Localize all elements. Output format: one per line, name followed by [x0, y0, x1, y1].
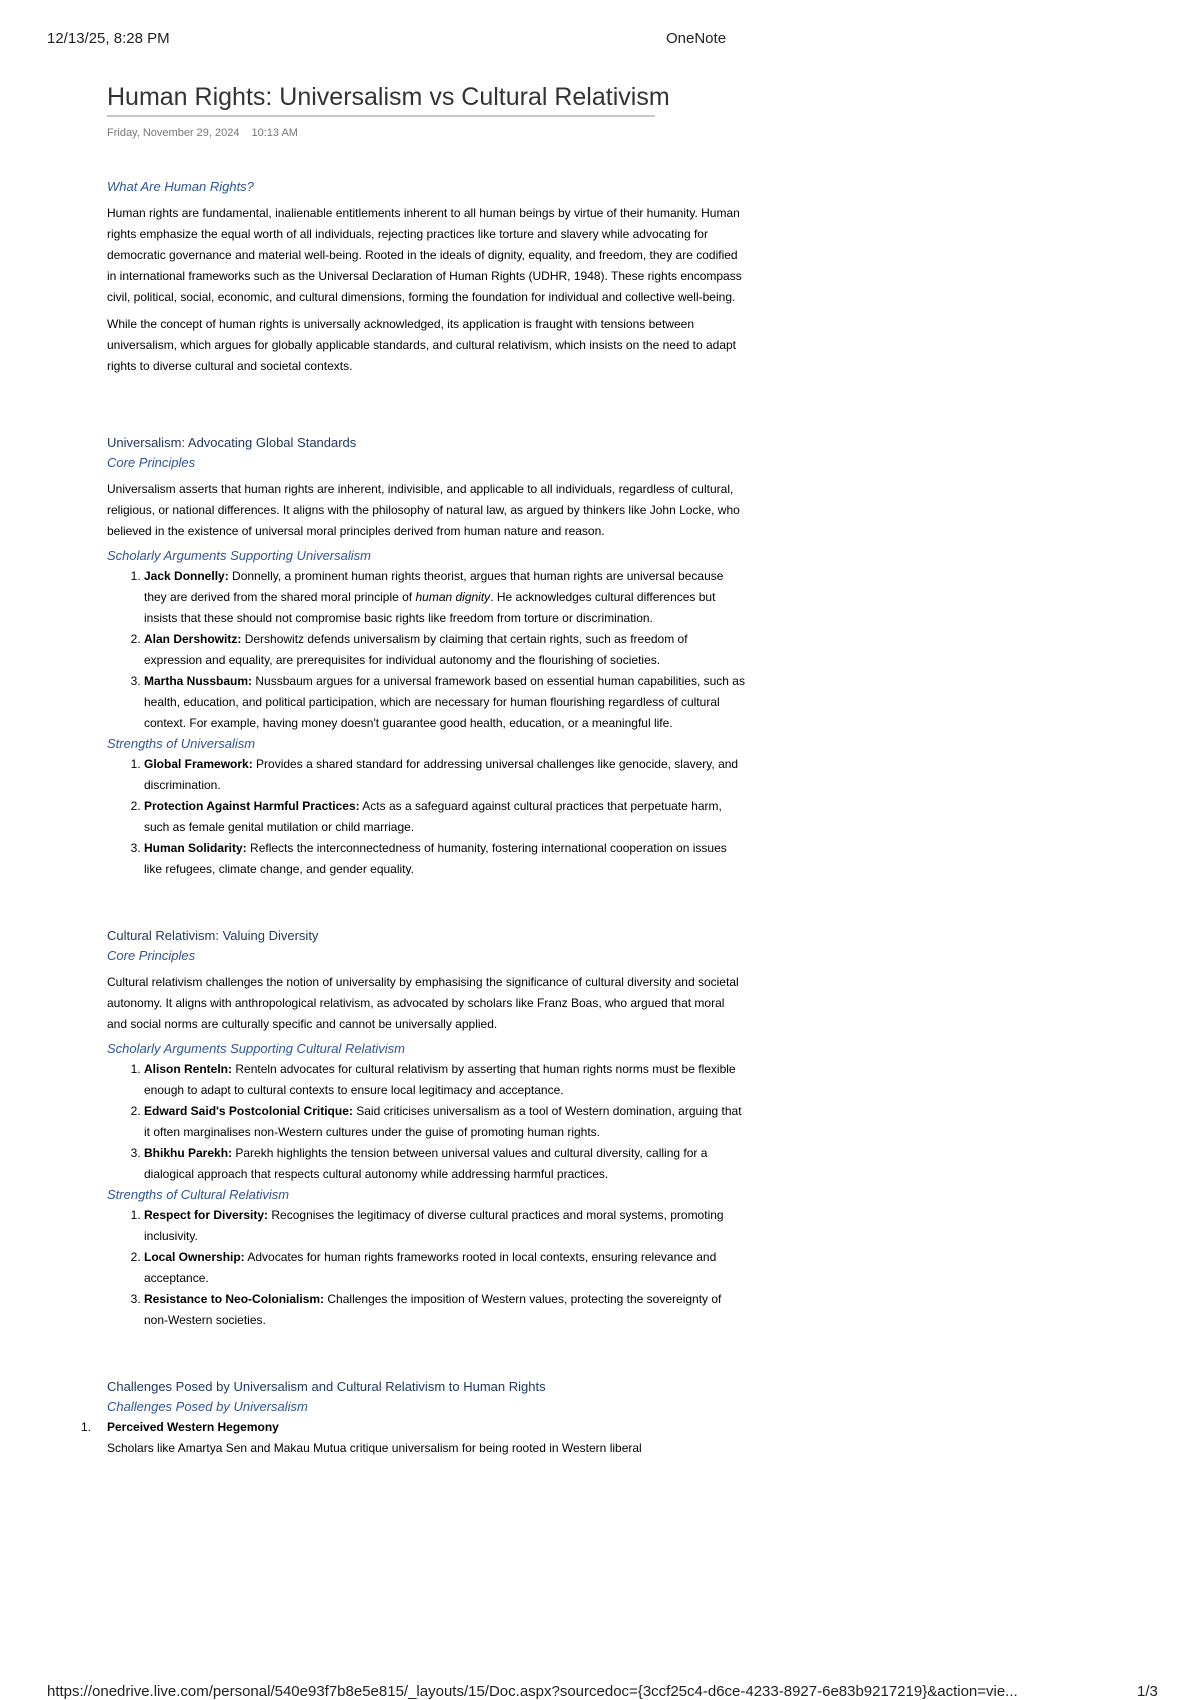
universalism-arguments-list — [107, 566, 747, 734]
item-text: Said criticises universalism as a tool of Western domination, arguing that it often marginalises non-Western cultures under the guise of promoting human rights. — [144, 1104, 742, 1139]
universalism-core-paragraph: Universalism asserts that human rights are inherent, indivisible, and applicable to all individuals, regardless of cultural, religious, or national differences. It aligns with the philosophy of natural law, as argued by thinkers like John Locke, who believed in the existence of universal moral principles derived from human nature and reason. — [107, 482, 740, 538]
subheading-relativism-strengths: Strengths of Cultural Relativism — [107, 1187, 290, 1202]
relativism-core-paragraph: Cultural relativism challenges the notion of universality by emphasising the significance of cultural diversity and societal autonomy. It aligns with anthropological relativism, as advocated by scholars like Franz Boas, who argued that moral and social norms are culturally specific and cannot be universally applied. — [107, 975, 739, 1031]
challenges-list — [81, 1417, 747, 1459]
subheading-universalism-strengths: Strengths of Universalism — [107, 736, 256, 751]
item-label: Martha Nussbaum: — [144, 674, 253, 688]
subheading-challenges-universalism: Challenges Posed by Universalism — [107, 1399, 308, 1414]
title-divider — [107, 115, 655, 117]
subheading-relativism-arguments: Scholarly Arguments Supporting Cultural Relativism — [107, 1041, 405, 1056]
item-label: Respect for Diversity: — [144, 1208, 269, 1222]
note-date: Friday, November 29, 2024 — [107, 127, 240, 139]
list-item — [144, 1101, 747, 1143]
print-app-name: OneNote — [666, 30, 727, 47]
item-label: Human Solidarity: — [144, 841, 247, 855]
list-item — [144, 1059, 747, 1101]
item-text: Recognises the legitimacy of diverse cultural practices and moral systems, promoting inclusivity. — [144, 1208, 724, 1243]
section-heading-universalism: Universalism: Advocating Global Standards — [107, 435, 357, 450]
note-timestamp — [107, 127, 747, 139]
item-label: Alan Dershowitz: — [144, 632, 242, 646]
item-text: Provides a shared standard for addressing universal challenges like genocide, slavery, and discrimination. — [144, 757, 739, 792]
subheading-core-principles-universalism: Core Principles — [107, 455, 196, 470]
item-label: Alison Renteln: — [144, 1062, 233, 1076]
list-item — [144, 838, 747, 880]
item-text: Reflects the interconnectedness of humanity, fostering international cooperation on issues like refugees, climate change, and gender equality. — [144, 841, 727, 876]
print-datetime: 12/13/25, 8:28 PM — [47, 30, 170, 47]
note-time: 10:13 AM — [251, 127, 298, 139]
item-text: Advocates for human rights frameworks rooted in local contexts, ensuring relevance and acceptance. — [144, 1250, 717, 1285]
item-text: Nussbaum argues for a universal framework based on essential human capabilities, such as health, education, and political participation, which are necessary for human flourishing regardless of cultural context. For example, having money doesn't guarantee good health, education, or a meaningful life. — [144, 674, 745, 730]
list-item — [144, 566, 747, 629]
subheading-universalism-arguments: Scholarly Arguments Supporting Universalism — [107, 548, 371, 563]
intro-paragraph-1: Human rights are fundamental, inalienable entitlements inherent to all human beings by virtue of their humanity. Human rights emphasize the equal worth of all individuals, rejecting practices like torture and slavery while advocating for democratic governance and material well-being. Rooted in the ideals of dignity, equality, and freedom, they are codified in international frameworks such as the Universal Declaration of Human Rights (UDHR, 1948). These rights encompass civil, political, social, economic, and cultural dimensions, forming the foundation for individual and collective well-being. — [107, 206, 742, 304]
item-label: Resistance to Neo-Colonialism: — [144, 1292, 325, 1306]
universalism-strengths-list — [107, 754, 747, 880]
item-label: Bhikhu Parekh: — [144, 1146, 233, 1160]
list-item — [144, 671, 747, 734]
list-item — [144, 1143, 747, 1185]
item-text: Donnelly, a prominent human rights theorist, argues that human rights are universal because they are derived from the shared moral principle of — [144, 569, 724, 604]
item-label: Perceived Western Hegemony — [107, 1420, 279, 1434]
list-item — [81, 1417, 747, 1438]
item-text: Scholars like Amartya Sen and Makau Mutua critique universalism for being rooted in Western liberal — [107, 1441, 642, 1455]
print-url: https://onedrive.live.com/personal/540e93f7b8e5e815/_layouts/15/Doc.aspx?sourcedoc={3ccf25c4-d6ce-4233-8927-6e83b9217219}&action=vie... — [47, 1683, 1018, 1700]
section-heading-cultural-relativism: Cultural Relativism: Valuing Diversity — [107, 928, 319, 943]
item-text: Challenges the imposition of Western values, protecting the sovereignty of non-Western societies. — [144, 1292, 722, 1327]
item-text: . He acknowledges cultural differences but insists that these should not compromise basic rights like freedom from torture or discrimination. — [144, 590, 716, 625]
subheading-core-principles-relativism: Core Principles — [107, 948, 196, 963]
section-heading-what-are-human-rights: What Are Human Rights? — [107, 179, 254, 194]
intro-paragraph-2: While the concept of human rights is universally acknowledged, its application is fraught with tensions between universalism, which argues for globally applicable standards, and cultural relativism, which insists on the need to adapt rights to diverse cultural and societal contexts. — [107, 317, 736, 373]
item-label: Edward Said's Postcolonial Critique: — [144, 1104, 353, 1118]
item-emphasis: human dignity — [415, 590, 491, 604]
print-page-number: 1/3 — [1137, 1683, 1158, 1700]
item-text: Acts as a safeguard against cultural practices that perpetuate harm, such as female genital mutilation or child marriage. — [144, 799, 722, 834]
item-text: Renteln advocates for cultural relativism by asserting that human rights norms must be flexible enough to adapt to cultural contexts to ensure local legitimacy and acceptance. — [144, 1062, 736, 1097]
list-item — [144, 629, 747, 671]
page-title: Human Rights: Universalism vs Cultural Relativism — [107, 83, 670, 111]
list-item — [144, 1289, 747, 1331]
item-label: Protection Against Harmful Practices: — [144, 799, 360, 813]
list-item — [144, 754, 747, 796]
item-text: Parekh highlights the tension between universal values and cultural diversity, calling for a dialogical approach that respects cultural autonomy while addressing harmful practices. — [144, 1146, 708, 1181]
list-item — [144, 1247, 747, 1289]
item-label: Global Framework: — [144, 757, 253, 771]
item-label: Local Ownership: — [144, 1250, 245, 1264]
list-item — [144, 1205, 747, 1247]
item-text: Dershowitz defends universalism by claiming that certain rights, such as freedom of expression and equality, are prerequisites for individual autonomy and the flourishing of societies. — [144, 632, 688, 667]
note-page — [81, 80, 747, 1459]
relativism-strengths-list — [107, 1205, 747, 1331]
item-label: Jack Donnelly: — [144, 569, 229, 583]
item-number: 1. — [81, 1420, 92, 1434]
relativism-arguments-list — [107, 1059, 747, 1185]
section-heading-challenges: Challenges Posed by Universalism and Cultural Relativism to Human Rights — [107, 1379, 546, 1394]
list-item — [144, 796, 747, 838]
